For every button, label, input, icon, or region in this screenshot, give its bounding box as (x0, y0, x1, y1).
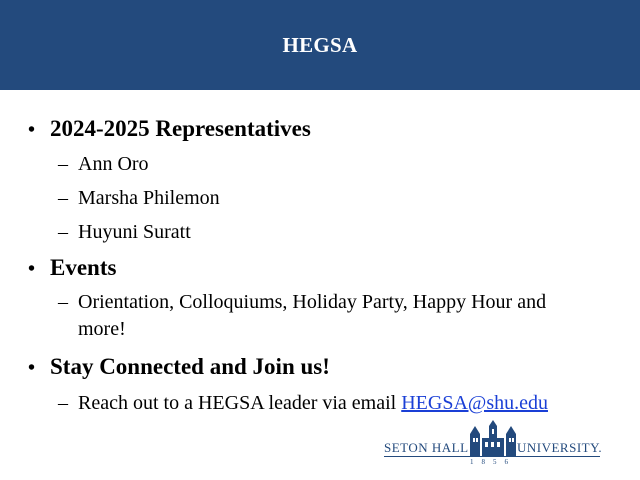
heading-stay-connected: Stay Connected and Join us! (50, 354, 330, 379)
events-text: Orientation, Colloquiums, Holiday Party, Happy Hour and (78, 291, 547, 313)
slide-header (0, 0, 640, 90)
dash-icon: – (58, 392, 68, 414)
email-link[interactable]: HEGSA@shu.edu (401, 392, 548, 414)
rep-name: Huyuni Suratt (78, 221, 191, 243)
logo-year: 1856 (470, 458, 516, 466)
bullet-dot-icon: • (28, 258, 36, 280)
dash-icon: – (58, 187, 68, 209)
sub-item (58, 221, 191, 244)
sub-item (58, 392, 548, 415)
sub-item (58, 153, 149, 176)
dash-icon: – (58, 153, 68, 175)
rep-name: Ann Oro (78, 153, 149, 175)
bullet-events (28, 255, 116, 281)
dash-icon: – (58, 291, 68, 313)
contact-text: Reach out to a HEGSA leader via email (78, 392, 397, 414)
rep-name: Marsha Philemon (78, 187, 220, 209)
building-towers-icon (468, 420, 518, 456)
events-text-continued: more! (78, 318, 126, 340)
sub-item (58, 187, 220, 210)
bullet-stay-connected (28, 354, 330, 380)
sub-item (58, 291, 546, 314)
bullet-dot-icon: • (28, 357, 36, 379)
logo-underline (384, 456, 600, 457)
slide-title: HEGSA (282, 32, 358, 57)
dash-icon: – (58, 221, 68, 243)
bullet-representatives (28, 116, 311, 142)
heading-events: Events (50, 255, 117, 280)
logo-text-left: SETON HALL (384, 440, 469, 455)
heading-representatives: 2024-2025 Representatives (50, 116, 311, 141)
seton-hall-logo (384, 420, 603, 470)
logo-text-right: UNIVERSITY. (517, 440, 603, 455)
bullet-dot-icon: • (28, 119, 36, 141)
